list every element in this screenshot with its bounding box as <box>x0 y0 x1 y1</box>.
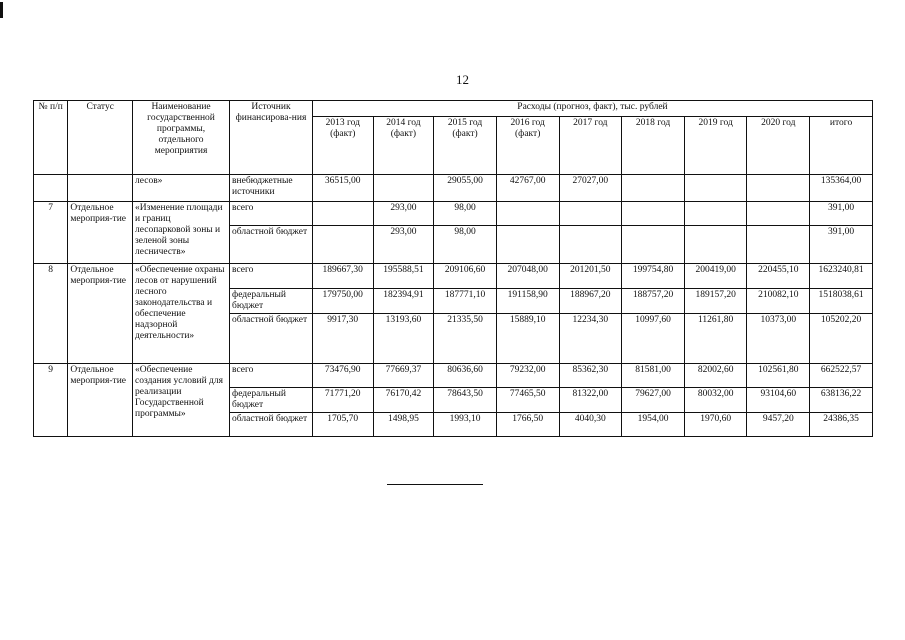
value-cell <box>747 202 810 226</box>
value-cell: 1970,60 <box>684 412 747 436</box>
value-cell <box>684 226 747 264</box>
total-cell: 1623240,81 <box>810 264 873 289</box>
value-cell: 77465,50 <box>496 387 559 412</box>
funding-source: областной бюджет <box>230 226 313 264</box>
item-status: Отдельное мероприя-тие <box>68 363 133 436</box>
header-year: 2013 год (факт) <box>312 117 373 175</box>
row-number: 9 <box>34 363 68 436</box>
row-number: 7 <box>34 202 68 264</box>
value-cell: 80636,60 <box>434 363 497 387</box>
table-row <box>34 363 873 387</box>
value-cell: 11261,80 <box>684 313 747 363</box>
header-row-1 <box>34 101 873 117</box>
table-row <box>34 175 873 202</box>
value-cell: 102561,80 <box>747 363 810 387</box>
value-cell: 220455,10 <box>747 264 810 289</box>
header-num: № п/п <box>34 101 68 175</box>
value-cell: 1954,00 <box>622 412 685 436</box>
item-name: «Изменение площади и границ лесопарковой зоны и зеленой зоны лесничеств» <box>133 202 230 264</box>
value-cell: 79627,00 <box>622 387 685 412</box>
value-cell <box>684 202 747 226</box>
header-year: 2018 год <box>622 117 685 175</box>
value-cell: 27027,00 <box>559 175 622 202</box>
total-cell: 1518038,61 <box>810 289 873 314</box>
value-cell <box>622 226 685 264</box>
header-source: Источник финансирова-ния <box>230 101 313 175</box>
header-year: 2019 год <box>684 117 747 175</box>
value-cell <box>622 202 685 226</box>
funding-source: всего <box>230 264 313 289</box>
value-cell <box>622 175 685 202</box>
value-cell: 189667,30 <box>312 264 373 289</box>
expenses-table <box>33 100 873 437</box>
value-cell: 1766,50 <box>496 412 559 436</box>
value-cell <box>559 202 622 226</box>
value-cell: 71771,20 <box>312 387 373 412</box>
value-cell: 179750,00 <box>312 289 373 314</box>
funding-source: областной бюджет <box>230 412 313 436</box>
value-cell: 76170,42 <box>373 387 434 412</box>
value-cell: 15889,10 <box>496 313 559 363</box>
header-year: 2015 год (факт) <box>434 117 497 175</box>
value-cell: 201201,50 <box>559 264 622 289</box>
value-cell <box>747 226 810 264</box>
value-cell: 77669,37 <box>373 363 434 387</box>
table-row <box>34 202 873 226</box>
funding-source: областной бюджет <box>230 313 313 363</box>
value-cell: 81322,00 <box>559 387 622 412</box>
value-cell: 293,00 <box>373 202 434 226</box>
value-cell <box>496 202 559 226</box>
value-cell: 79232,00 <box>496 363 559 387</box>
funding-source: федеральный бюджет <box>230 387 313 412</box>
end-divider <box>387 484 483 485</box>
value-cell: 199754,80 <box>622 264 685 289</box>
value-cell: 80032,00 <box>684 387 747 412</box>
total-cell: 24386,35 <box>810 412 873 436</box>
value-cell: 9457,20 <box>747 412 810 436</box>
value-cell: 82002,60 <box>684 363 747 387</box>
value-cell: 293,00 <box>373 226 434 264</box>
total-cell: 391,00 <box>810 202 873 226</box>
item-name: «Обеспечение охраны лесов от нарушений лесного законодательства и обеспечение надзорной деятельности» <box>133 264 230 364</box>
value-cell: 98,00 <box>434 202 497 226</box>
value-cell: 188757,20 <box>622 289 685 314</box>
total-cell: 662522,57 <box>810 363 873 387</box>
value-cell <box>747 175 810 202</box>
funding-source: всего <box>230 363 313 387</box>
value-cell: 12234,30 <box>559 313 622 363</box>
value-cell: 210082,10 <box>747 289 810 314</box>
value-cell: 207048,00 <box>496 264 559 289</box>
page-number: 12 <box>456 72 469 87</box>
row-number: 8 <box>34 264 68 364</box>
value-cell: 10997,60 <box>622 313 685 363</box>
header-status: Статус <box>68 101 133 175</box>
value-cell: 10373,00 <box>747 313 810 363</box>
item-name: «Обеспечение создания условий для реализации Государственной программы» <box>133 363 230 436</box>
value-cell: 98,00 <box>434 226 497 264</box>
value-cell: 13193,60 <box>373 313 434 363</box>
value-cell: 191158,90 <box>496 289 559 314</box>
table-row <box>34 264 873 289</box>
value-cell: 81581,00 <box>622 363 685 387</box>
value-cell: 1498,95 <box>373 412 434 436</box>
value-cell <box>559 226 622 264</box>
value-cell: 188967,20 <box>559 289 622 314</box>
value-cell <box>312 226 373 264</box>
value-cell: 4040,30 <box>559 412 622 436</box>
value-cell: 9917,30 <box>312 313 373 363</box>
item-status: Отдельное мероприя-тие <box>68 264 133 364</box>
value-cell <box>684 175 747 202</box>
value-cell: 78643,50 <box>434 387 497 412</box>
funding-source: всего <box>230 202 313 226</box>
value-cell: 182394,91 <box>373 289 434 314</box>
value-cell: 189157,20 <box>684 289 747 314</box>
value-cell <box>373 175 434 202</box>
value-cell: 93104,60 <box>747 387 810 412</box>
total-cell: 391,00 <box>810 226 873 264</box>
total-cell: 135364,00 <box>810 175 873 202</box>
funding-source: федеральный бюджет <box>230 289 313 314</box>
value-cell: 21335,50 <box>434 313 497 363</box>
value-cell: 85362,30 <box>559 363 622 387</box>
header-total: итого <box>810 117 873 175</box>
total-cell: 105202,20 <box>810 313 873 363</box>
value-cell: 42767,00 <box>496 175 559 202</box>
value-cell: 29055,00 <box>434 175 497 202</box>
header-year: 2020 год <box>747 117 810 175</box>
funding-source: внебюджетные источники <box>230 175 313 202</box>
value-cell: 195588,51 <box>373 264 434 289</box>
item-name: лесов» <box>133 175 230 202</box>
value-cell: 200419,00 <box>684 264 747 289</box>
value-cell: 209106,60 <box>434 264 497 289</box>
header-year: 2014 год (факт) <box>373 117 434 175</box>
header-year: 2017 год <box>559 117 622 175</box>
value-cell: 36515,00 <box>312 175 373 202</box>
item-status: Отдельное мероприя-тие <box>68 202 133 264</box>
value-cell: 187771,10 <box>434 289 497 314</box>
value-cell: 73476,90 <box>312 363 373 387</box>
value-cell: 1705,70 <box>312 412 373 436</box>
header-year: 2016 год (факт) <box>496 117 559 175</box>
value-cell: 1993,10 <box>434 412 497 436</box>
value-cell <box>312 202 373 226</box>
header-expenses: Расходы (прогноз, факт), тыс. рублей <box>312 101 872 117</box>
total-cell: 638136,22 <box>810 387 873 412</box>
scan-edge-mark <box>0 2 3 18</box>
header-name: Наименование государственной программы, отдельного мероприятия <box>133 101 230 175</box>
value-cell <box>496 226 559 264</box>
